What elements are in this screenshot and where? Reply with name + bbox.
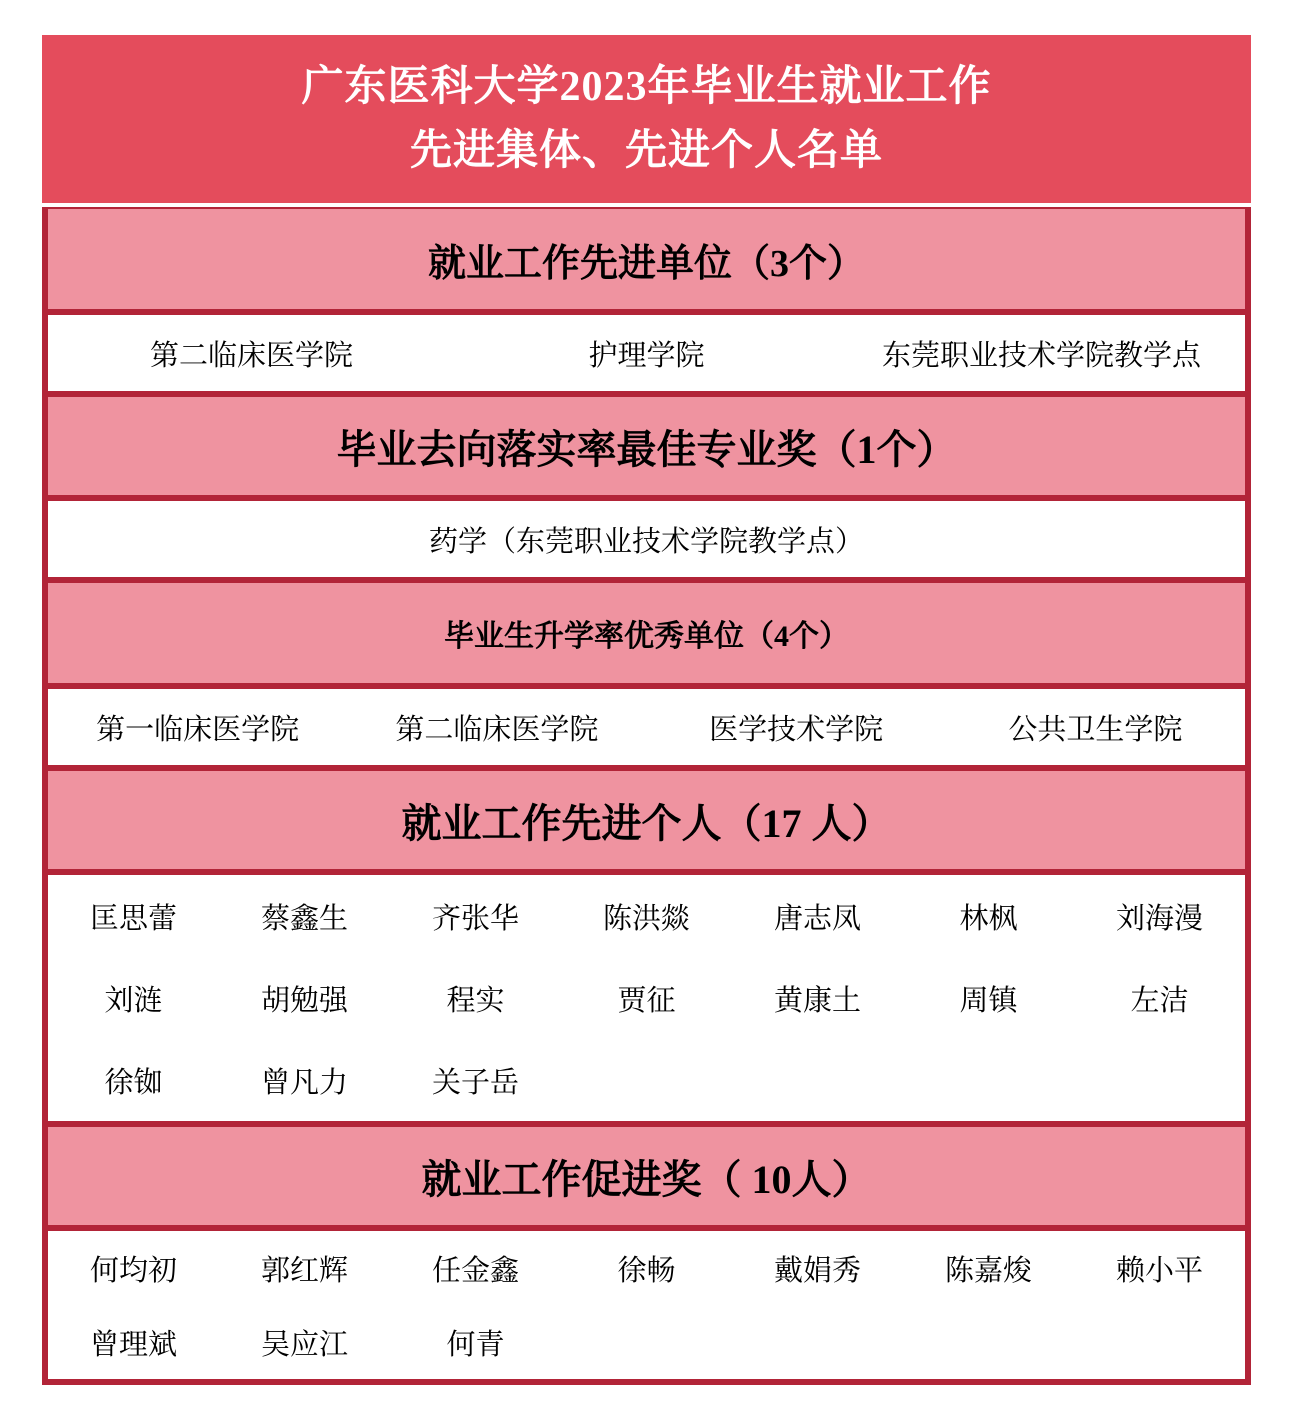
person-name: 任金鑫 [431, 1254, 519, 1287]
section-header-label: 就业工作先进个人（17 人） [401, 800, 892, 846]
unit-name: 第二临床医学院 [149, 339, 353, 372]
section-header-label: 就业工作促进奖（ 10人） [421, 1156, 872, 1202]
person-name: 陈嘉焌 [944, 1254, 1032, 1287]
person-name: 徐畅 [617, 1254, 676, 1287]
person-name: 刘海漫 [1115, 902, 1203, 935]
unit-name: 医学技术学院 [709, 713, 884, 746]
title-banner [42, 35, 1251, 203]
empty-cell [1074, 1039, 1245, 1121]
section-header-label: 毕业生升学率优秀单位（4个） [444, 620, 849, 653]
person-name: 胡勉强 [260, 984, 348, 1017]
empty-cell [732, 1305, 903, 1379]
unit-name: 第一临床医学院 [96, 713, 300, 746]
major-name: 药学（东莞职业技术学院教学点） [428, 525, 864, 558]
person-name: 曾理斌 [89, 1328, 177, 1361]
person-name: 郭红辉 [260, 1254, 348, 1287]
person-name: 周镇 [959, 984, 1018, 1017]
empty-cell [561, 1305, 732, 1379]
person-name: 戴娟秀 [773, 1254, 861, 1287]
empty-cell [1074, 1305, 1245, 1379]
person-name: 刘涟 [104, 984, 163, 1017]
section-header-label: 毕业去向落实率最佳专业奖（1个） [336, 426, 957, 472]
best-major-row [48, 495, 1245, 577]
advanced-individuals-names [48, 869, 1245, 1121]
promotion-award-names [48, 1225, 1245, 1379]
section-header-advanced-units [48, 209, 1245, 309]
person-name: 程实 [446, 984, 505, 1017]
person-name: 唐志凤 [773, 902, 861, 935]
person-name: 蔡鑫生 [260, 902, 348, 935]
person-name: 关子岳 [431, 1066, 519, 1099]
person-name: 陈洪燚 [602, 902, 690, 935]
unit-name: 东莞职业技术学院教学点 [881, 339, 1201, 372]
person-name: 匡思蕾 [89, 902, 177, 935]
person-name: 齐张华 [431, 902, 519, 935]
person-name: 何青 [446, 1328, 505, 1361]
person-name: 曾凡力 [260, 1066, 348, 1099]
unit-name: 第二临床医学院 [395, 713, 599, 746]
unit-name: 公共卫生学院 [1008, 713, 1183, 746]
section-header-advanced-individuals [48, 765, 1245, 869]
section-header-label: 就业工作先进单位（3个） [427, 242, 865, 285]
section-header-further-study-units [48, 577, 1245, 683]
page-title-line-1: 广东医科大学2023年毕业生就业工作 [301, 63, 992, 110]
empty-cell [903, 1039, 1074, 1121]
empty-cell [561, 1039, 732, 1121]
page-title-line-2: 先进集体、先进个人名单 [409, 128, 883, 174]
unit-name: 护理学院 [588, 339, 705, 372]
person-name: 吴应江 [260, 1328, 348, 1361]
section-header-best-major [48, 391, 1245, 495]
person-name: 何均初 [89, 1254, 177, 1287]
empty-cell [903, 1305, 1074, 1379]
person-name: 黄康土 [773, 984, 861, 1017]
person-name: 林枫 [959, 902, 1018, 935]
awards-table [42, 207, 1251, 1385]
person-name: 赖小平 [1115, 1254, 1203, 1287]
person-name: 徐铷 [104, 1066, 163, 1099]
person-name: 左洁 [1130, 984, 1189, 1017]
advanced-units-row [48, 309, 1245, 391]
further-study-units-row [48, 683, 1245, 765]
section-header-promotion-award [48, 1121, 1245, 1225]
empty-cell [732, 1039, 903, 1121]
person-name: 贾征 [617, 984, 676, 1017]
